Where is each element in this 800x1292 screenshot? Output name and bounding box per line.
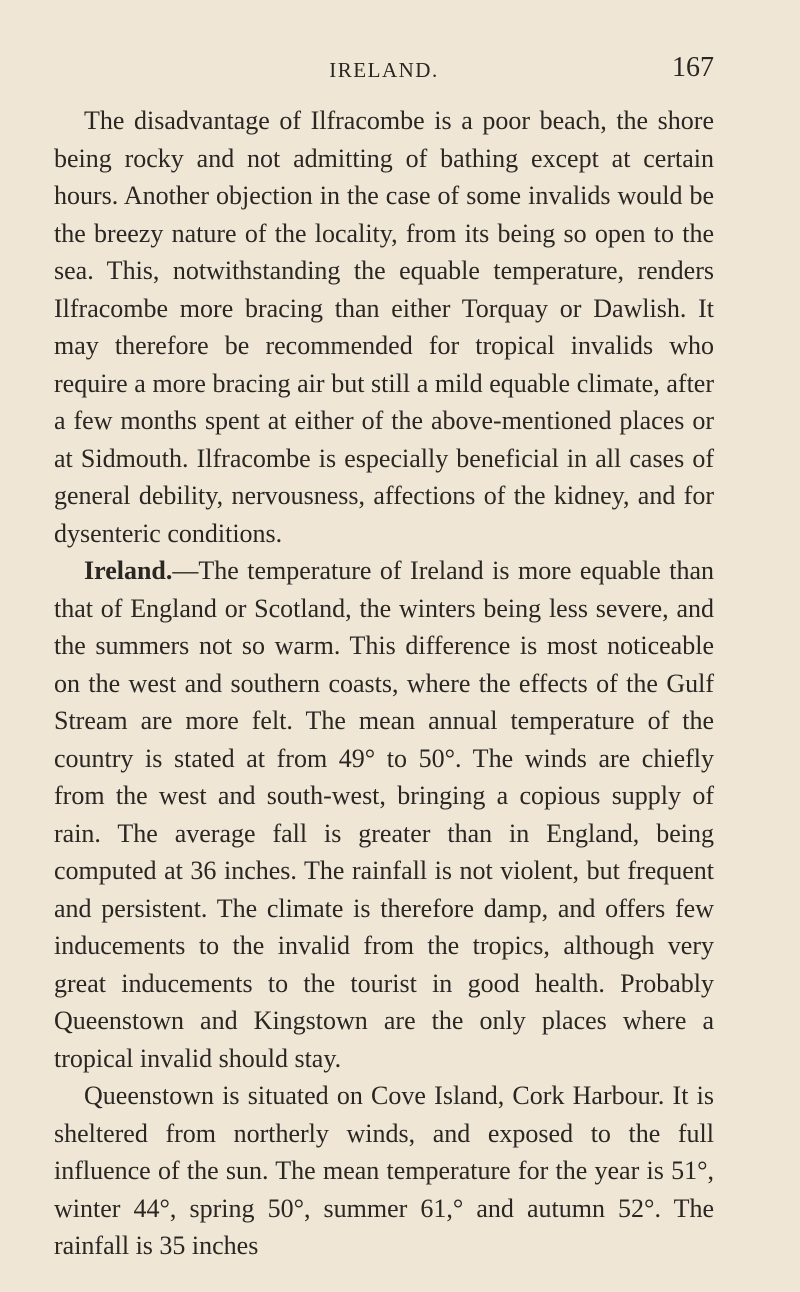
- paragraph-text: The disadvantage of Ilfracombe is a poor beach, the shore being rocky and not admitting of bathing except at certain hours. Another objection in the case of some invalids would be the breezy nature of the locality, from its being so open to the sea. This, notwithstanding the equable temperature, renders Ilfracombe more bracing than either Torquay or Dawlish. It may therefore be recommended for tropical invalids who require a more bracing air but still a mild equable climate, after a few months spent at either of the above-mentioned places or at Sidmouth. Ilfracombe is especially beneficial in all cases of general debility, nervousness, affections of the kidney, and for dysenteric conditions.: [54, 106, 714, 548]
- running-title: IRELAND.: [329, 58, 439, 82]
- page-number: 167: [672, 52, 714, 83]
- paragraph-ireland: [54, 552, 714, 1077]
- running-head: [54, 52, 714, 92]
- paragraph-text: —The temperature of Ireland is more equable than that of England or Scotland, the winters being less severe, and the summers not so warm. This difference is most noticeable on the west and southern coasts, where the effects of the Gulf Stream are more felt. The mean annual temperature of the country is stated at from 49° to 50°. The winds are chiefly from the west and south-west, bringing a copious supply of rain. The average fall is greater than in England, being computed at 36 inches. The rainfall is not violent, but frequent and persistent. The climate is therefore damp, and offers few inducements to the invalid from the tropics, although very great inducements to the tourist in good health. Probably Queenstown and Kingstown are the only places where a tropical invalid should stay.: [54, 556, 714, 1073]
- paragraph-text: Queenstown is situated on Cove Island, Cork Harbour. It is sheltered from northerly winds, and exposed to the full influence of the sun. The mean temperature for the year is 51°, winter 44°, spring 50°, summer 61,° and autumn 52°. The rainfall is 35 inches: [54, 1081, 714, 1260]
- paragraph-ilfracombe: [54, 102, 714, 552]
- section-heading-ireland: Ireland.: [84, 556, 173, 585]
- body-text: [54, 102, 714, 1265]
- paragraph-queenstown: [54, 1077, 714, 1265]
